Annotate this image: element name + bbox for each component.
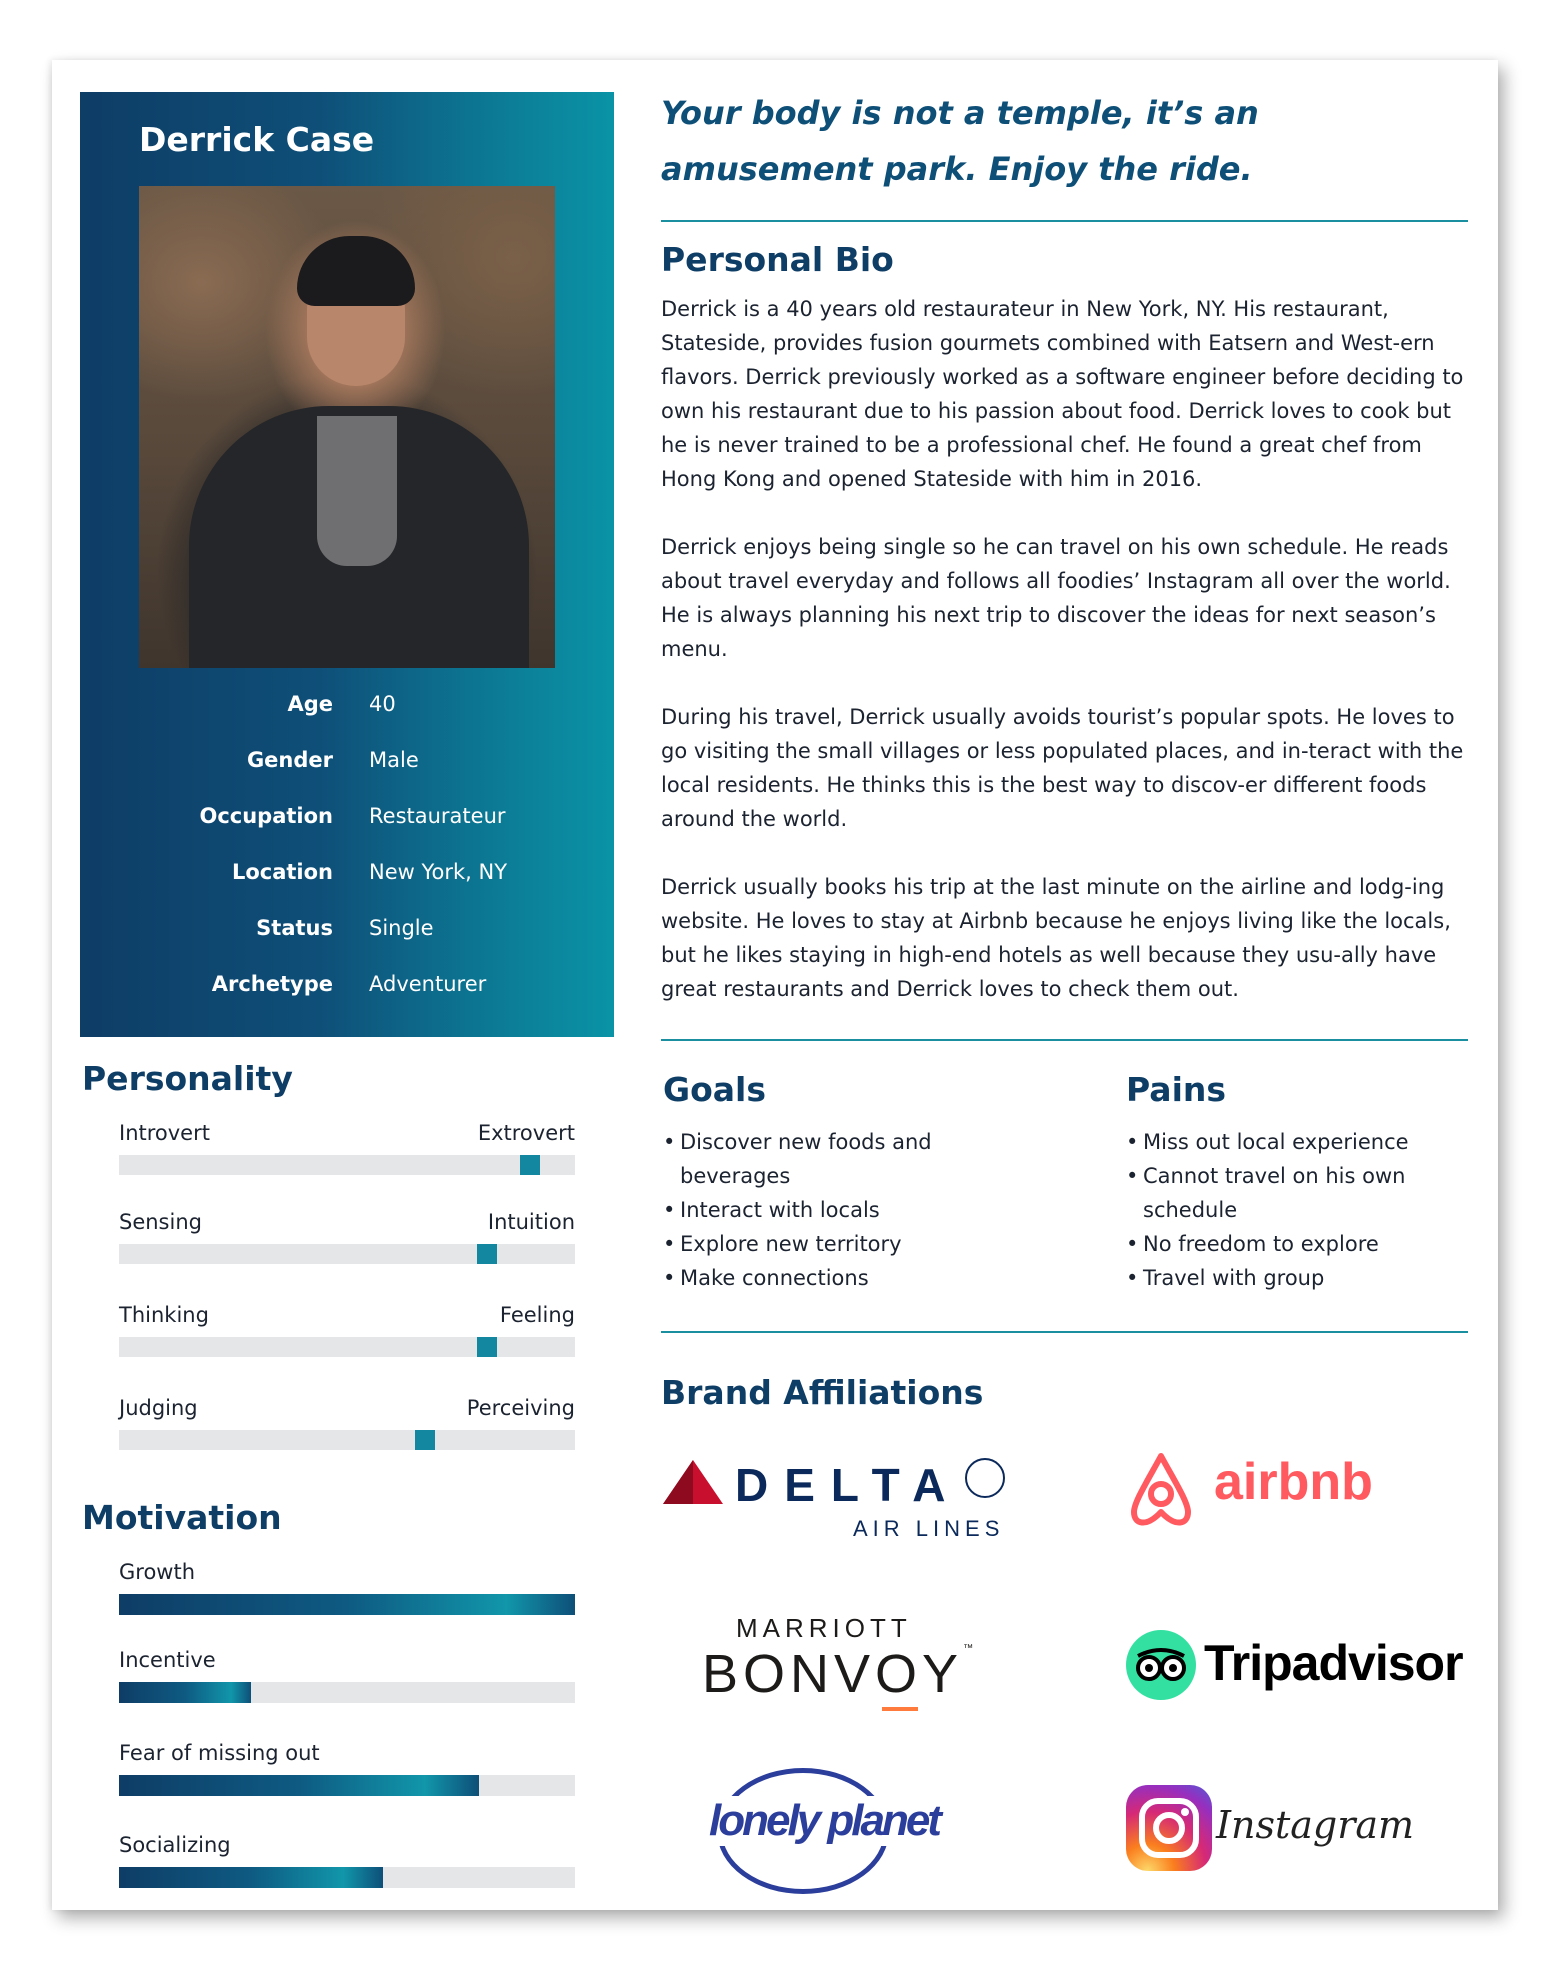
motivation-fill	[119, 1775, 479, 1796]
bonvoy-wordmark	[702, 1643, 973, 1705]
pains-title: Pains	[1126, 1070, 1227, 1109]
hair	[297, 236, 415, 306]
skyteam-seal-icon	[965, 1458, 1005, 1498]
marriott-bonvoy-logo	[702, 1613, 982, 1723]
bio-text	[661, 292, 1469, 1040]
info-label: Age	[287, 692, 333, 716]
info-row-occupation	[80, 804, 614, 860]
marriott-wordmark: MARRIOTT	[736, 1613, 912, 1643]
list-item: • Make connections	[663, 1261, 1033, 1295]
goals-title: Goals	[663, 1070, 766, 1109]
pains-list	[1126, 1125, 1456, 1295]
bonvoy-accent	[882, 1707, 918, 1711]
list-item: • Cannot travel on his own schedule	[1126, 1159, 1456, 1227]
personality-scale	[119, 1121, 575, 1149]
info-row-age	[80, 692, 614, 748]
motivation-label: Fear of missing out	[119, 1741, 320, 1765]
info-label: Occupation	[199, 804, 333, 828]
motivation-fill	[119, 1682, 251, 1703]
motivation-fill	[119, 1594, 575, 1615]
info-value: 40	[369, 692, 396, 716]
scale-left-label: Thinking	[119, 1303, 209, 1327]
airbnb-belo-icon	[1126, 1450, 1196, 1530]
list-item: • Explore new territory	[663, 1227, 1033, 1261]
motivation-label: Growth	[119, 1560, 196, 1584]
lonely-planet-logo	[707, 1768, 939, 1898]
motivation-track	[119, 1594, 575, 1615]
scale-track	[119, 1244, 575, 1264]
scale-marker	[520, 1155, 540, 1175]
personality-scale	[119, 1396, 575, 1424]
motivation-track	[119, 1867, 575, 1888]
instagram-wordmark: Instagram	[1216, 1803, 1415, 1847]
personality-scale	[119, 1210, 575, 1238]
personality-scale	[119, 1303, 575, 1331]
personality-title: Personality	[82, 1059, 293, 1098]
persona-photo	[139, 186, 555, 668]
motivation-item	[119, 1741, 575, 1769]
trademark-mark: ™	[963, 1643, 974, 1654]
scale-right-label: Feeling	[499, 1303, 575, 1327]
divider	[661, 1331, 1468, 1333]
info-value: Adventurer	[369, 972, 487, 996]
info-row-location	[80, 860, 614, 916]
profile-info	[80, 692, 614, 1028]
motivation-track	[119, 1682, 575, 1703]
tripadvisor-logo	[1126, 1630, 1466, 1710]
delta-widget-icon	[663, 1460, 723, 1506]
bio-paragraph: Derrick enjoys being single so he can travel on his own schedule. He reads about travel everyday and follows all foodies’ Instagram all over the world. He is always planning his next trip to discover the ideas for next season’s menu.	[661, 535, 1451, 661]
motivation-fill	[119, 1867, 383, 1888]
scale-left-label: Sensing	[119, 1210, 202, 1234]
info-row-status	[80, 916, 614, 972]
info-value: Single	[369, 916, 434, 940]
goals-list	[663, 1125, 1033, 1295]
info-label: Gender	[246, 748, 333, 772]
bio-paragraph: Derrick is a 40 years old restaurateur in New York, NY. His restaurant, Stateside, provides fusion gourmets combined with Eatsern and West-ern flavors. Derrick previously worked as a software engineer before deciding to own his restaurant due to his passion about food. Derrick loves to cook but he is never trained to be a professional chef. He found a great chef from Hong Kong and opened Stateside with him in 2016.	[661, 297, 1464, 491]
profile-card	[80, 92, 614, 1037]
airbnb-logo	[1126, 1450, 1426, 1540]
scale-marker	[477, 1244, 497, 1264]
persona-sheet	[52, 60, 1498, 1910]
scale-track	[119, 1430, 575, 1450]
instagram-logo	[1126, 1785, 1415, 1875]
bio-paragraph: During his travel, Derrick usually avoids tourist’s popular spots. He loves to go visiting the small villages or less populated places, and in-teract with the local residents. He thinks this is the best way to discov-er different foods around the world.	[661, 705, 1464, 831]
scale-marker	[477, 1337, 497, 1357]
divider	[661, 220, 1468, 222]
shirt	[317, 416, 397, 566]
info-label: Status	[256, 916, 333, 940]
list-item: • Discover new foods and beverages	[663, 1125, 1033, 1193]
scale-track	[119, 1155, 575, 1175]
info-label: Archetype	[211, 972, 333, 996]
motivation-item	[119, 1560, 575, 1588]
motivation-label: Incentive	[119, 1648, 216, 1672]
list-item: • Miss out local experience	[1126, 1125, 1456, 1159]
scale-right-label: Perceiving	[466, 1396, 575, 1420]
bonvoy-text: BONVOY	[702, 1644, 964, 1704]
scale-left-label: Introvert	[119, 1121, 210, 1145]
scale-right-label: Extrovert	[477, 1121, 575, 1145]
delta-subtitle: AIR LINES	[853, 1516, 1005, 1541]
airbnb-wordmark: airbnb	[1214, 1453, 1373, 1511]
scale-marker	[415, 1430, 435, 1450]
info-value: Male	[369, 748, 419, 772]
scale-track	[119, 1337, 575, 1357]
tripadvisor-owl-icon	[1126, 1630, 1196, 1700]
bio-paragraph: Derrick usually books his trip at the last minute on the airline and lodg-ing website. He loves to stay at Airbnb because he enjoys living like the locals, but he likes staying in high-end hotels as well because they usu-ally have great restaurants and Derrick loves to check them out.	[661, 875, 1451, 1001]
motivation-item	[119, 1648, 575, 1676]
list-item: • No freedom to explore	[1126, 1227, 1456, 1261]
lonely-planet-wordmark: lonely planet	[709, 1796, 939, 1845]
divider	[661, 1039, 1468, 1041]
instagram-camera-icon	[1126, 1785, 1212, 1871]
scale-left-label: Judging	[119, 1396, 198, 1420]
scale-right-label: Intuition	[487, 1210, 575, 1234]
motivation-track	[119, 1775, 575, 1796]
persona-quote: Your body is not a temple, it’s an amusement park. Enjoy the ride.	[661, 94, 1259, 188]
motivation-label: Socializing	[119, 1833, 231, 1857]
tripadvisor-wordmark: Tripadvisor	[1204, 1635, 1463, 1691]
motivation-title: Motivation	[82, 1498, 282, 1537]
delta-logo	[663, 1458, 1023, 1558]
info-value: New York, NY	[369, 860, 508, 884]
info-row-gender	[80, 748, 614, 804]
persona-name: Derrick Case	[139, 120, 375, 159]
info-label: Location	[231, 860, 333, 884]
brand-affiliations-title: Brand Affiliations	[661, 1373, 984, 1412]
bio-title: Personal Bio	[661, 240, 894, 279]
info-row-archetype	[80, 972, 614, 1028]
info-value: Restaurateur	[369, 804, 506, 828]
motivation-item	[119, 1833, 575, 1861]
list-item: • Travel with group	[1126, 1261, 1456, 1295]
list-item: • Interact with locals	[663, 1193, 1033, 1227]
delta-wordmark: DELTA	[735, 1459, 962, 1511]
